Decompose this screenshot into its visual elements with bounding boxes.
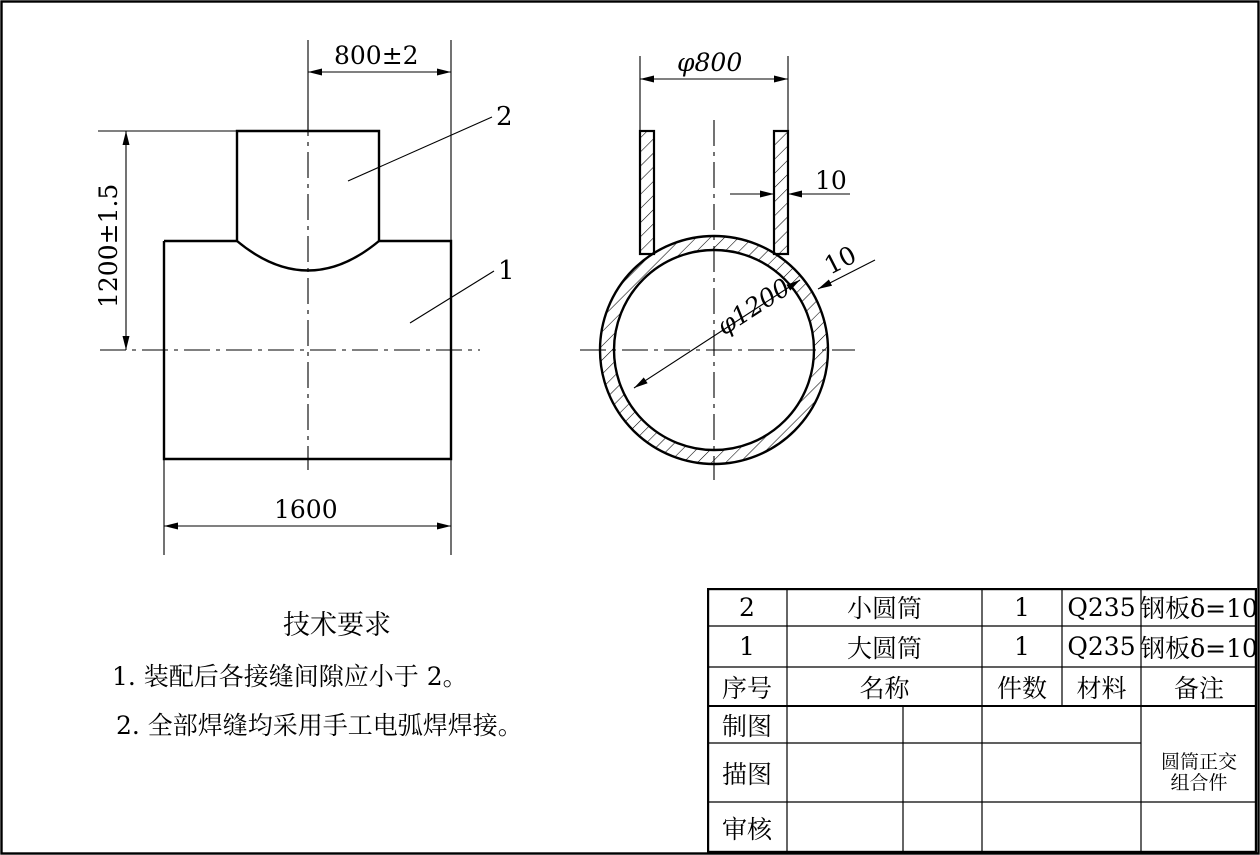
traced-label: 描图 <box>721 759 772 789</box>
side-view <box>580 48 875 480</box>
part-1-name: 大圆筒 <box>846 633 922 663</box>
part-2-remark: 钢板δ=10 <box>1140 594 1258 623</box>
part-1-number: 1 <box>739 632 755 661</box>
note-item-1: 1. 装配后各接缝间隙应小于 2。 <box>112 662 468 691</box>
front-view <box>94 40 515 555</box>
part-1-quantity: 1 <box>1014 632 1030 661</box>
notes-title: 技术要求 <box>283 610 391 641</box>
dim-text-1200: 1200±1.5 <box>94 183 123 308</box>
dim-text-800: 800±2 <box>334 41 419 70</box>
dim-text-wall-small: 10 <box>815 166 847 195</box>
title-block <box>707 588 1257 853</box>
header-quantity: 件数 <box>996 673 1047 703</box>
part-2-material: Q235 <box>1067 592 1136 622</box>
leader-label-1: 1 <box>498 256 515 286</box>
dim-text-1600: 1600 <box>274 495 338 524</box>
assembly-name <box>1141 743 1257 802</box>
small-cylinder-wall-right <box>774 131 788 254</box>
assembly-name-line2: 组合件 <box>1170 771 1228 794</box>
header-remark: 备注 <box>1173 673 1224 703</box>
note-item-2: 2. 全部焊缝均采用手工电弧焊焊接。 <box>116 711 523 740</box>
leader-label-2: 2 <box>496 102 513 132</box>
header-number: 序号 <box>721 673 772 703</box>
part-1-material: Q235 <box>1067 632 1136 661</box>
part-2-number: 2 <box>739 592 755 622</box>
small-cylinder-wall-left <box>640 131 654 254</box>
dim-text-phi1200: φ1200 <box>711 272 796 342</box>
header-name: 名称 <box>859 673 910 703</box>
part-2-quantity: 1 <box>1014 592 1030 622</box>
dim-text-wall-large: 10 <box>819 240 862 281</box>
part-2-name: 小圆筒 <box>846 594 922 623</box>
dim-text-phi800: φ800 <box>677 48 743 77</box>
assembly-name-line1: 圆筒正交 <box>1160 750 1237 773</box>
part-1-remark: 钢板δ=10 <box>1140 633 1258 663</box>
checked-label: 审核 <box>721 814 772 844</box>
drawn-label: 制图 <box>721 711 772 741</box>
leader-line-2 <box>348 117 492 181</box>
header-material: 材料 <box>1076 673 1127 703</box>
